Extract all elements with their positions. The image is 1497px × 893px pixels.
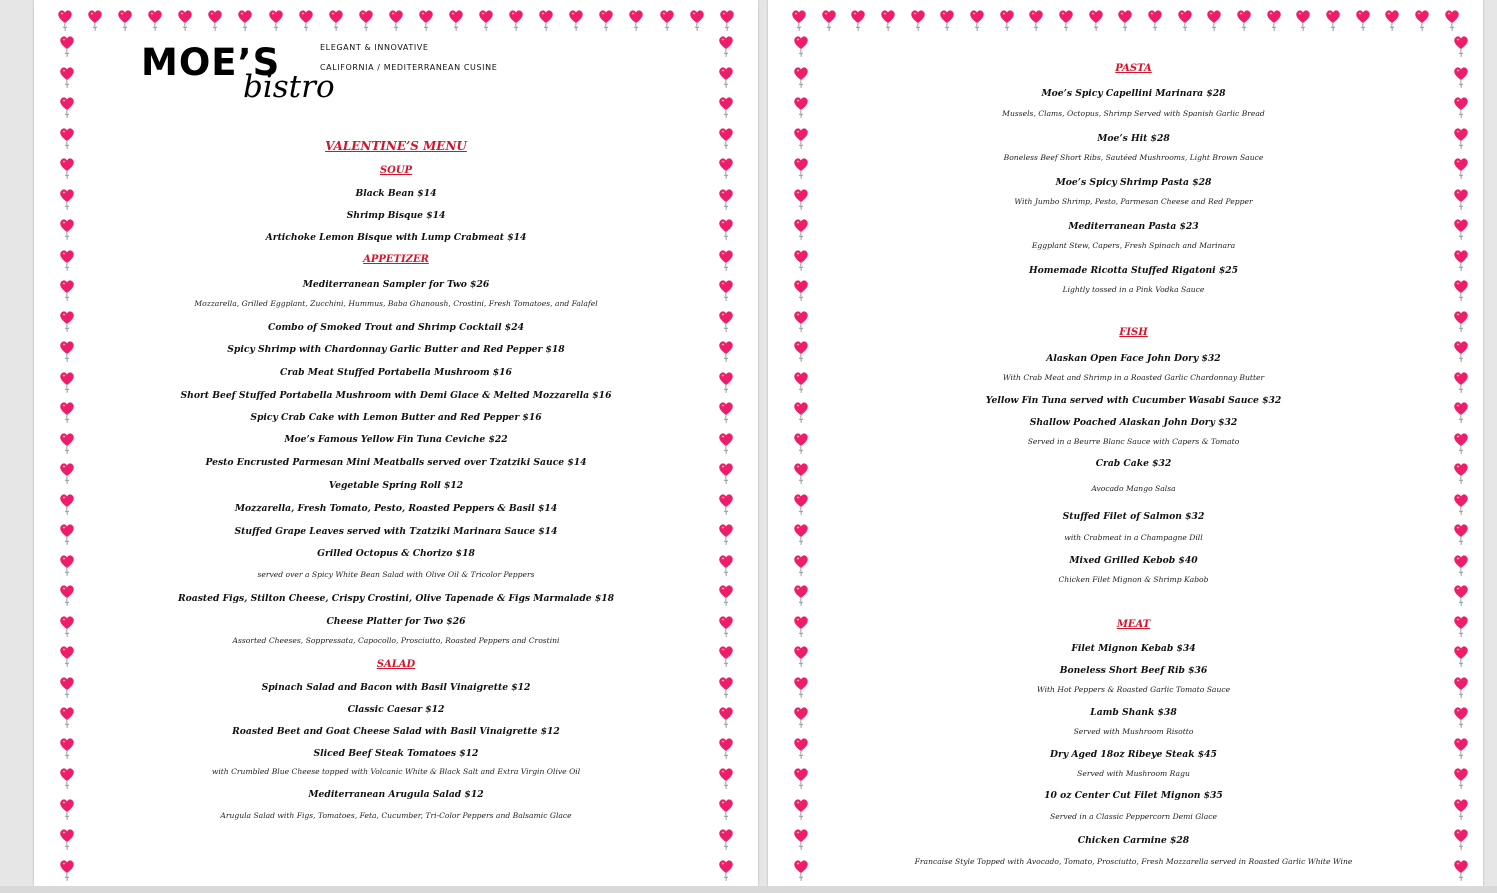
heart-balloon-icon	[58, 34, 76, 60]
heart-balloon-icon	[1413, 8, 1431, 34]
menu-item-description: Francaise Style Topped with Avocado, Tomato, Prosciutto, Fresh Mozzarella served in Roasted Garlic White Wine	[914, 857, 1353, 866]
heart-balloon-icon	[1235, 8, 1253, 34]
menu-item: Roasted Beet and Goat Cheese Salad with Basil Vinaigrette $12	[232, 726, 560, 737]
menu-item: Filet Mignon Kebab $34	[1071, 643, 1196, 654]
tagline-1: ELEGANT & INNOVATIVE	[320, 43, 429, 52]
menu-item: Vegetable Spring Roll $12	[328, 480, 464, 491]
heart-balloon-icon	[597, 8, 615, 34]
heart-balloon-icon	[718, 8, 736, 34]
menu-item: Spicy Crab Cake with Lemon Butter and Red Pepper $16	[250, 412, 542, 423]
menu-item-description: With Jumbo Shrimp, Pesto, Parmesan Cheese and Red Pepper	[1014, 197, 1253, 206]
menu-item: Spinach Salad and Bacon with Basil Vinaigrette $12	[261, 682, 531, 693]
heart-balloon-icon	[146, 8, 164, 34]
heart-balloon-icon	[717, 34, 735, 60]
menu-item: Grilled Octopus & Chorizo $18	[317, 548, 475, 559]
heart-balloon-icon	[909, 8, 927, 34]
heart-balloon-icon	[327, 8, 345, 34]
heart-border-top	[790, 8, 1461, 32]
horizontal-scrollbar[interactable]	[0, 886, 1497, 893]
heart-balloon-icon	[1354, 8, 1372, 34]
heart-balloon-icon	[267, 8, 285, 34]
heart-balloon-icon	[1443, 8, 1461, 34]
heart-balloon-icon	[1265, 8, 1283, 34]
heart-balloon-icon	[1383, 8, 1401, 34]
menu-item-description: Served in a Classic Peppercorn Demi Glace	[1050, 812, 1217, 821]
heart-balloon-icon	[537, 8, 555, 34]
heart-balloon-icon	[86, 8, 104, 34]
menu-item: Homemade Ricotta Stuffed Rigatoni $25	[1028, 265, 1239, 276]
menu-item: Short Beef Stuffed Portabella Mushroom with Demi Glace & Melted Mozzarella $16	[180, 390, 612, 401]
heart-balloon-icon	[58, 827, 76, 853]
heart-balloon-icon	[849, 8, 867, 34]
heart-balloon-icon	[1146, 8, 1164, 34]
heart-balloon-icon	[938, 8, 956, 34]
heart-balloon-icon	[447, 8, 465, 34]
menu-item-description: Eggplant Stew, Capers, Fresh Spinach and Marinara	[1031, 241, 1236, 250]
tagline-2: CALIFORNIA / MEDITERRANEAN CUSINE	[320, 63, 498, 72]
menu-section-heading: PASTA	[1115, 63, 1152, 74]
heart-balloon-icon	[998, 8, 1016, 34]
menu-item: Moe’s Spicy Capellini Marinara $28	[1041, 88, 1226, 99]
heart-balloon-icon	[717, 65, 735, 91]
heart-balloon-icon	[236, 8, 254, 34]
menu-item: Moe’s Hit $28	[1097, 133, 1170, 144]
heart-balloon-icon	[116, 8, 134, 34]
menu-title: VALENTINE’S MENU	[325, 139, 467, 153]
menu-item: Artichoke Lemon Bisque with Lump Crabmeat $14	[265, 232, 527, 243]
menu-item: Crab Meat Stuffed Portabella Mushroom $16	[280, 367, 512, 378]
heart-balloon-icon	[820, 8, 838, 34]
menu-item: Yellow Fin Tuna served with Cucumber Wasabi Sauce $32	[985, 395, 1282, 406]
menu-item: Combo of Smoked Trout and Shrimp Cocktail $24	[268, 322, 524, 333]
heart-balloon-icon	[968, 8, 986, 34]
menu-section-heading: APPETIZER	[363, 254, 429, 265]
heart-balloon-icon	[58, 95, 76, 121]
menu-item: Mozzarella, Fresh Tomato, Pesto, Roasted Peppers & Basil $14	[234, 503, 558, 514]
heart-balloon-icon	[58, 65, 76, 91]
heart-balloon-icon	[1116, 8, 1134, 34]
menu-item: Crab Cake $32	[1095, 458, 1172, 469]
menu-section-heading: FISH	[1119, 327, 1148, 338]
menu-item: Spicy Shrimp with Chardonnay Garlic Butter and Red Pepper $18	[227, 344, 565, 355]
heart-balloon-icon	[297, 8, 315, 34]
heart-balloon-icon	[792, 34, 810, 60]
heart-balloon-icon	[507, 8, 525, 34]
menu-item: Stuffed Grape Leaves served with Tzatziki Marinara Sauce $14	[234, 526, 558, 537]
menu-item-description: With Crab Meat and Shrimp in a Roasted Garlic Chardonnay Butter	[1002, 373, 1265, 382]
document-page-2	[768, 0, 1483, 886]
heart-balloon-icon	[176, 8, 194, 34]
document-page-1	[34, 0, 758, 886]
heart-balloon-icon	[717, 827, 735, 853]
menu-item: Alaskan Open Face John Dory $32	[1046, 353, 1221, 364]
heart-balloon-icon	[357, 8, 375, 34]
heart-balloon-icon	[387, 8, 405, 34]
heart-balloon-icon	[792, 583, 810, 609]
heart-balloon-icon	[658, 8, 676, 34]
menu-item-description: Avocado Mango Salsa	[1091, 484, 1176, 493]
menu-item-description: Arugula Salad with Figs, Tomatoes, Feta, Cucumber, Tri-Color Peppers and Balsamic Glace	[220, 811, 572, 820]
menu-item: Classic Caesar $12	[347, 704, 445, 715]
menu-item: Stuffed Filet of Salmon $32	[1062, 511, 1205, 522]
menu-item: Lamb Shank $38	[1090, 707, 1177, 718]
heart-balloon-icon	[790, 8, 808, 34]
menu-item-description: with Crabmeat in a Champagne Dill	[1064, 533, 1203, 542]
menu-item-description: served over a Spicy White Bean Salad with Olive Oil & Tricolor Peppers	[257, 570, 535, 579]
menu-section-heading: SALAD	[376, 659, 416, 670]
heart-balloon-icon	[717, 95, 735, 121]
menu-item: Cheese Platter for Two $26	[326, 616, 466, 627]
menu-item: Moe’s Spicy Shrimp Pasta $28	[1055, 177, 1212, 188]
heart-balloon-icon	[1176, 8, 1194, 34]
menu-item-description: Boneless Beef Short Ribs, Sautéed Mushrooms, Light Brown Sauce	[1003, 153, 1264, 162]
heart-balloon-icon	[1057, 8, 1075, 34]
menu-section-heading: MEAT	[1116, 619, 1151, 630]
menu-item-description: Served with Mushroom Risotto	[1073, 727, 1194, 736]
menu-item: Mediterranean Pasta $23	[1068, 221, 1199, 232]
menu-item: Mixed Grilled Kebob $40	[1069, 555, 1198, 566]
menu-item: Roasted Figs, Stilton Cheese, Crispy Crostini, Olive Tapenade & Figs Marmalade $18	[177, 593, 615, 604]
menu-item: Black Bean $14	[355, 188, 437, 199]
menu-item-description: with Crumbled Blue Cheese topped with Volcanic White & Black Salt and Extra Virgin Olive Oil	[211, 767, 581, 776]
menu-item-description: Chicken Filet Mignon & Shrimp Kabob	[1058, 575, 1209, 584]
heart-balloon-icon	[567, 8, 585, 34]
menu-section-heading: SOUP	[379, 165, 413, 176]
heart-balloon-icon	[56, 8, 74, 34]
menu-item-description: Lightly tossed in a Pink Vodka Sauce	[1062, 285, 1205, 294]
menu-item: Mediterranean Arugula Salad $12	[308, 789, 484, 800]
heart-border-top	[56, 8, 736, 32]
heart-balloon-icon	[1087, 8, 1105, 34]
heart-balloon-icon	[1324, 8, 1342, 34]
heart-balloon-icon	[206, 8, 224, 34]
logo-script: bistro	[243, 69, 335, 105]
menu-item: Sliced Beef Steak Tomatoes $12	[313, 748, 479, 759]
menu-item: Shrimp Bisque $14	[346, 210, 446, 221]
menu-item-description: Mussels, Clams, Octopus, Shrimp Served with Spanish Garlic Bread	[1002, 109, 1265, 118]
heart-balloon-icon	[1294, 8, 1312, 34]
heart-balloon-icon	[1452, 583, 1470, 609]
menu-item-description: Mozzarella, Grilled Eggplant, Zucchini, Hummus, Baba Ghanoush, Crostini, Fresh Tomatoes, and Falafel	[194, 299, 598, 308]
menu-item-description: Assorted Cheeses, Soppressata, Capocollo, Prosciutto, Roasted Peppers and Crostini	[232, 636, 560, 645]
menu-item: 10 oz Center Cut Filet Mignon $35	[1044, 790, 1223, 801]
logo-wordmark: MOE’S	[141, 41, 281, 84]
menu-item-description: Served with Mushroom Ragu	[1077, 769, 1190, 778]
menu-item-description: Served in a Beurre Blanc Sauce with Capers & Tomato	[1027, 437, 1240, 446]
menu-item: Chicken Carmine $28	[1077, 835, 1190, 846]
menu-item: Moe’s Famous Yellow Fin Tuna Ceviche $22	[284, 434, 508, 445]
menu-item: Boneless Short Beef Rib $36	[1059, 665, 1208, 676]
heart-balloon-icon	[477, 8, 495, 34]
heart-balloon-icon	[627, 8, 645, 34]
menu-item: Pesto Encrusted Parmesan Mini Meatballs served over Tzatziki Sauce $14	[205, 457, 587, 468]
menu-item: Mediterranean Sampler for Two $26	[302, 279, 490, 290]
heart-balloon-icon	[1027, 8, 1045, 34]
heart-balloon-icon	[1452, 34, 1470, 60]
menu-item: Shallow Poached Alaskan John Dory $32	[1029, 417, 1238, 428]
heart-balloon-icon	[879, 8, 897, 34]
heart-balloon-icon	[1205, 8, 1223, 34]
heart-balloon-icon	[58, 858, 76, 884]
heart-balloon-icon	[688, 8, 706, 34]
menu-item-description: With Hot Peppers & Roasted Garlic Tomato Sauce	[1036, 685, 1231, 694]
heart-balloon-icon	[717, 858, 735, 884]
heart-balloon-icon	[417, 8, 435, 34]
menu-item: Dry Aged 18oz Ribeye Steak $45	[1050, 749, 1217, 760]
